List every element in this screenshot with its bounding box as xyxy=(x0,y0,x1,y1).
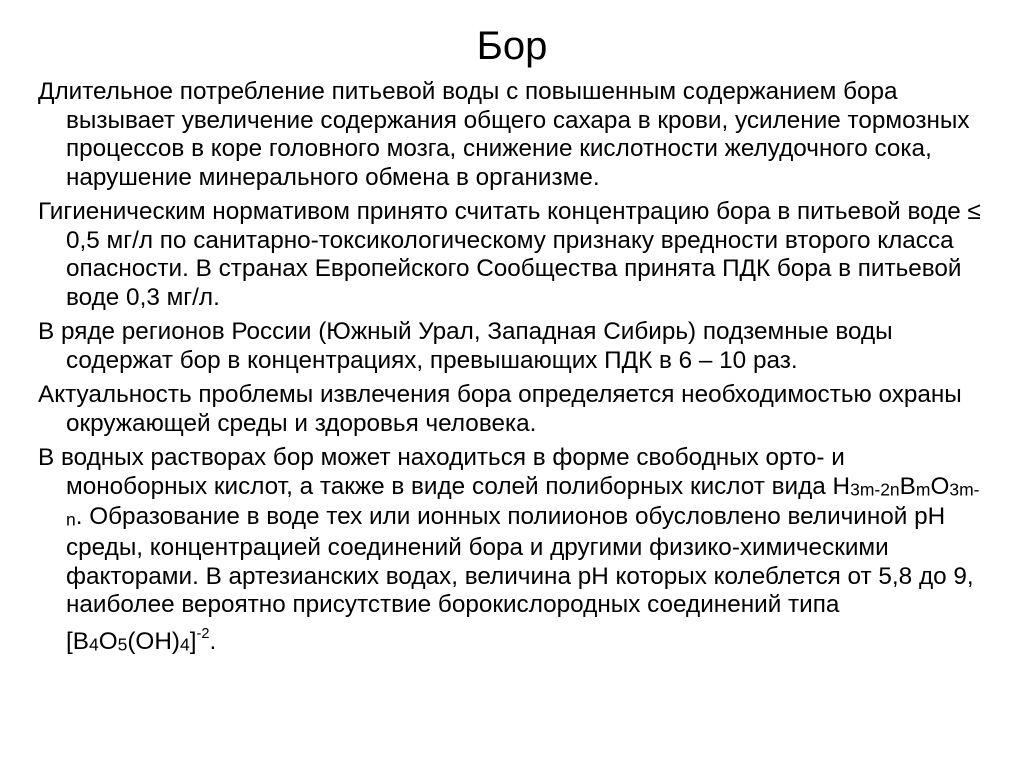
ion-close-bracket: ] xyxy=(189,627,197,655)
boron-forms-text-2: . Образование в воде тех или ионных полиионов обусловлено величиной pH среды, концентрацией соединений бора и другими физико-химическими факторами. В артезианских водах, величина pH которых колеблется от 5,8 до 9, наиболее вероятно присутствие борокислородных соединений типа xyxy=(66,503,974,619)
boron-forms-text-1: В водных растворах бор может находиться в форме свободных орто- и моноборных кислот, а также в виде солей полиборных кислот вида xyxy=(38,444,845,500)
paragraph-boron-health-effects: Длительное потребление питьевой воды с повышенным содержанием бора вызывает увеличение содержания общего сахара в крови, усиление тормозных процессов в коре головного мозга, снижение кислотности желудочного сока, нарушение минерального обмена в организме. xyxy=(38,78,970,191)
ion-hydroxyl-subscript: 4 xyxy=(179,634,190,655)
formula-h-subscript: 3m-2n xyxy=(850,478,900,499)
ion-o-subscript: 5 xyxy=(117,634,128,655)
ion-hydroxyl: (OH) xyxy=(127,627,180,655)
boron-forms-text-3: . xyxy=(209,627,217,655)
formula-o-subscript: 3m-n xyxy=(66,478,980,530)
paragraph-boron-forms xyxy=(38,444,988,659)
borate-ion-formula xyxy=(66,625,210,655)
formula-o: O xyxy=(930,472,950,500)
formula-b-subscript: m xyxy=(915,478,931,499)
ion-charge: -2 xyxy=(196,625,210,642)
slide-title: Бор xyxy=(476,24,548,68)
slide-body xyxy=(38,78,988,665)
paragraph-relevance: Актуальность проблемы извлечения бора определяется необходимостью охраны окружающей среды и здоровья человека. xyxy=(38,381,962,437)
ion-open-b: [B xyxy=(66,627,89,655)
ion-b-subscript: 4 xyxy=(88,634,99,655)
paragraph-hygienic-standard: Гигиеническим нормативом принято считать концентрацию бора в питьевой воде ≤ 0,5 мг/л по санитарно-токсикологическому признаку вредности второго класса опасности. В странах Европейского Сообщества принята ПДК бора в питьевой воде 0,3 мг/л. xyxy=(38,198,981,311)
formula-b: B xyxy=(899,472,916,500)
paragraph-russian-regions: В ряде регионов России (Южный Урал, Западная Сибирь) подземные воды содержат бор в концентрациях, превышающих ПДК в 6 – 10 раз. xyxy=(38,318,893,374)
ion-o: O xyxy=(98,627,118,655)
formula-h: H xyxy=(832,472,851,500)
